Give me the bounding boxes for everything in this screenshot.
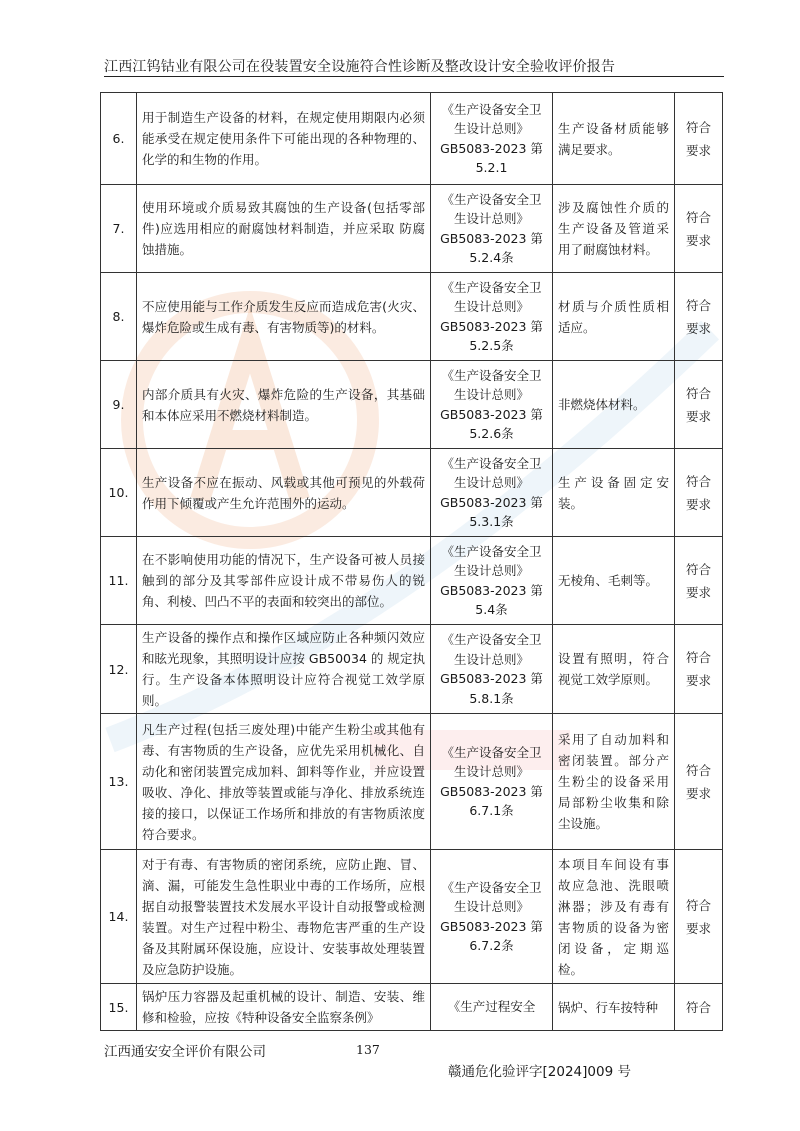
footer-company: 江西通安安全评价有限公司 <box>104 1044 266 1060</box>
requirement-cell: 用于制造生产设备的材料，在规定使用期限内必须能承受在规定使用条件下可能出现的各种物理的、化学的和生物的作用。 <box>137 93 431 185</box>
requirement-cell: 对于有毒、有害物质的密闭系统，应防止跑、冒、滴、漏，可能发生急性职业中毒的工作场所，应根 据自动报警装置技术发展水平设计自动报警或检测装置。对生产过程中粉尘、毒物危害严重的生产设 备及其附属环保设施，应设计、安装事故处理装置及应急防护设施。 <box>137 850 431 984</box>
basis-cell: 《生产设备安全卫生设计总则》GB5083-2023 第6.7.2条 <box>431 850 553 984</box>
actual-situation-cell: 涉及腐蚀性介质的生产设备及管道采用了耐腐蚀材料。 <box>553 185 675 273</box>
requirement-cell: 在不影响使用功能的情况下，生产设备可被人员接触到的部分及其零部件应设计成不带易伤人的锐角、利棱、凹凸不平的表面和较突出的部位。 <box>137 537 431 625</box>
basis-cell: 《生产过程安全 <box>431 984 553 1031</box>
row-number: 7. <box>101 185 137 273</box>
conclusion-cell: 符合要求 <box>675 625 723 714</box>
table-row <box>101 361 723 449</box>
actual-situation-cell: 本项目车间设有事故应急池、洗眼喷淋器；涉及有毒有害物质的设备为密闭设备，定期巡检。 <box>553 850 675 984</box>
row-number: 15. <box>101 984 137 1031</box>
row-number: 12. <box>101 625 137 714</box>
conclusion-cell: 符合要求 <box>675 850 723 984</box>
table-row <box>101 449 723 537</box>
table-row <box>101 273 723 361</box>
row-number: 10. <box>101 449 137 537</box>
actual-situation-cell: 采用了自动加料和密闭装置。部分产生粉尘的设备采用局部粉尘收集和除尘设施。 <box>553 714 675 850</box>
actual-situation-cell: 设置有照明，符合视觉工效学原则。 <box>553 625 675 714</box>
actual-situation-cell: 材质与介质性质相适应。 <box>553 273 675 361</box>
table-row <box>101 93 723 185</box>
table-row <box>101 185 723 273</box>
row-number: 8. <box>101 273 137 361</box>
basis-cell: 《生产设备安全卫生设计总则》GB5083-2023 第5.4条 <box>431 537 553 625</box>
actual-situation-cell: 锅炉、行车按特种 <box>553 984 675 1031</box>
actual-situation-cell: 非燃烧体材料。 <box>553 361 675 449</box>
page-header-title: 江西江钨钴业有限公司在役装置安全设施符合性诊断及整改设计安全验收评价报告 <box>104 59 616 75</box>
table-row <box>101 625 723 714</box>
table-row <box>101 714 723 850</box>
row-number: 14. <box>101 850 137 984</box>
table-row <box>101 984 723 1031</box>
conclusion-cell: 符合要求 <box>675 537 723 625</box>
requirement-cell: 生产设备的操作点和操作区域应防止各种频闪效应和眩光现象，其照明设计应按 GB50034 的 规定执行。生产设备本体照明设计应符合视觉工效学原则。 <box>137 625 431 714</box>
conclusion-cell: 符合要求 <box>675 93 723 185</box>
conclusion-cell: 符合要求 <box>675 361 723 449</box>
requirement-cell: 凡生产过程(包括三废处理)中能产生粉尘或其他有毒、有害物质的生产设备，应优先采用机械化、自动化和密闭装置完成加料、卸料等作业，并应设置吸收、净化、排放等装置或能与净化、排放系统连 接的接口，以保证工作场所和排放的有害物质浓度符合要求。 <box>137 714 431 850</box>
compliance-table <box>100 92 723 1031</box>
basis-cell: 《生产设备安全卫生设计总则》GB5083-2023 第5.2.4条 <box>431 185 553 273</box>
conclusion-cell: 符合要求 <box>675 449 723 537</box>
row-number: 13. <box>101 714 137 850</box>
basis-cell: 《生产设备安全卫生设计总则》GB5083-2023 第5.2.5条 <box>431 273 553 361</box>
row-number: 6. <box>101 93 137 185</box>
basis-cell: 《生产设备安全卫生设计总则》GB5083-2023 第5.8.1条 <box>431 625 553 714</box>
footer-doc-number: 赣通危化验评字[2024]009 号 <box>448 1064 631 1080</box>
header-rule <box>104 76 724 77</box>
table-row <box>101 537 723 625</box>
actual-situation-cell: 生产设备固定安装。 <box>553 449 675 537</box>
actual-situation-cell: 无棱角、毛刺等。 <box>553 537 675 625</box>
requirement-cell: 不应使用能与工作介质发生反应而造成危害(火灾、爆炸危险或生成有毒、有害物质等)的材料。 <box>137 273 431 361</box>
table-body <box>101 93 723 1031</box>
requirement-cell: 锅炉压力容器及起重机械的设计、制造、安装、维修和检验，应按《特种设备安全监察条例》 <box>137 984 431 1031</box>
conclusion-cell: 符合要求 <box>675 714 723 850</box>
conclusion-cell: 符合要求 <box>675 185 723 273</box>
basis-cell: 《生产设备安全卫生设计总则》GB5083-2023 第5.3.1条 <box>431 449 553 537</box>
basis-cell: 《生产设备安全卫生设计总则》GB5083-2023 第5.2.6条 <box>431 361 553 449</box>
row-number: 9. <box>101 361 137 449</box>
actual-situation-cell: 生产设备材质能够满足要求。 <box>553 93 675 185</box>
requirement-cell: 生产设备不应在振动、风载或其他可预见的外载荷作用下倾覆或产生允许范围外的运动。 <box>137 449 431 537</box>
conclusion-cell: 符合要求 <box>675 273 723 361</box>
table-row <box>101 850 723 984</box>
row-number: 11. <box>101 537 137 625</box>
requirement-cell: 使用环境或介质易致其腐蚀的生产设备(包括零部件)应选用相应的耐腐蚀材料制造，并应采取 防腐蚀措施。 <box>137 185 431 273</box>
footer-page-number: 137 <box>356 1042 380 1057</box>
basis-cell: 《生产设备安全卫生设计总则》GB5083-2023 第5.2.1 <box>431 93 553 185</box>
requirement-cell: 内部介质具有火灾、爆炸危险的生产设备，其基础和本体应采用不燃烧材料制造。 <box>137 361 431 449</box>
basis-cell: 《生产设备安全卫生设计总则》GB5083-2023 第6.7.1条 <box>431 714 553 850</box>
conclusion-cell: 符合 <box>675 984 723 1031</box>
